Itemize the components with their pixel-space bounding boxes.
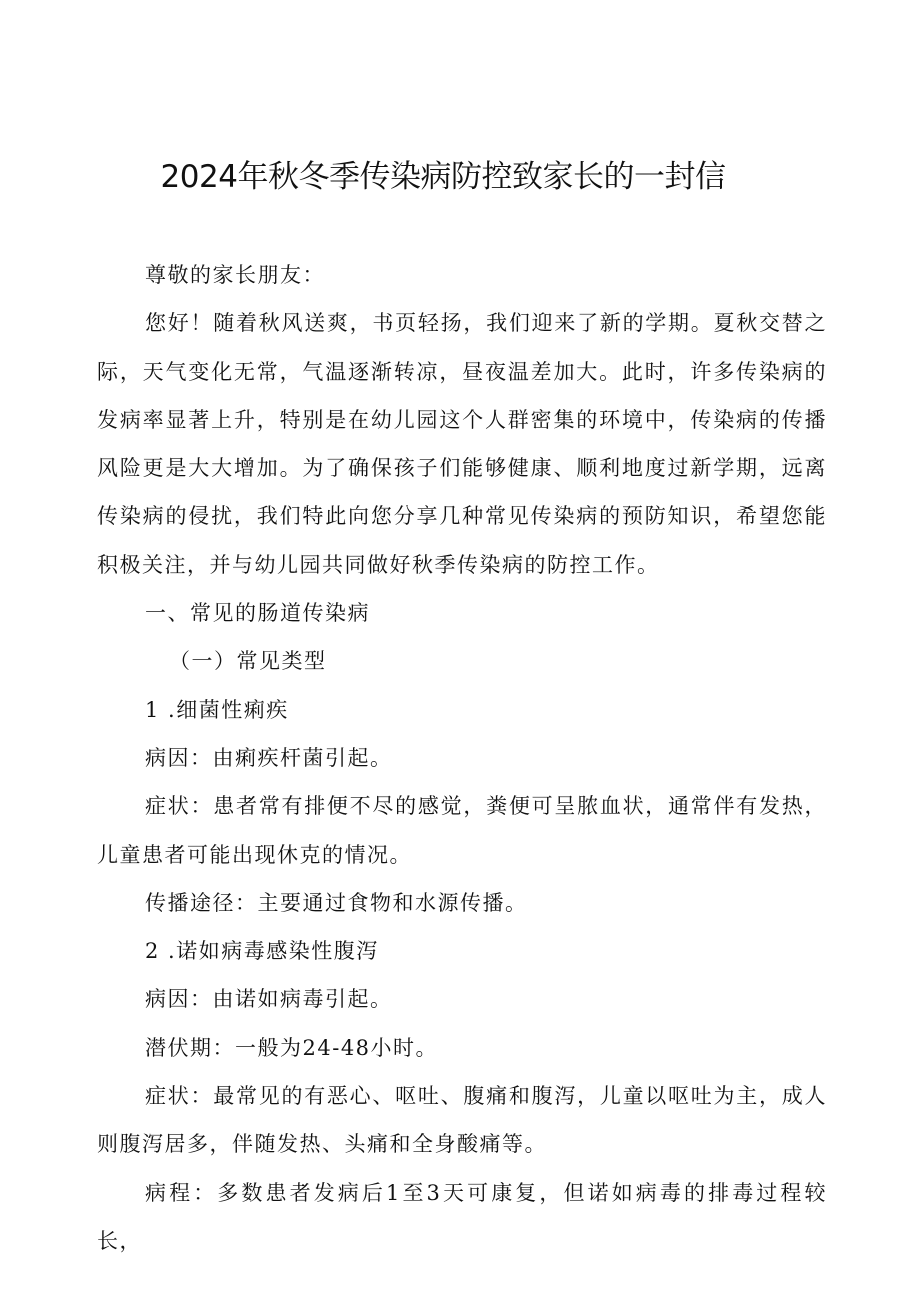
- section-heading-intestinal-diseases: 一、常见的肠道传染病: [145, 601, 370, 626]
- item1-cause: 病因：由痢疾杆菌引起。: [145, 745, 393, 770]
- intro-paragraph: 您好！随着秋风送爽，书页轻扬，我们迎来了新的学期。夏秋交替之际，天气变化无常，气温逐渐转凉，昼夜温差加大。此时，许多传染病的发病率显著上升，特别是在幼儿园这个人群密集的环境中，传染病的传播风险更是大大增加。为了确保孩子们能够健康、顺利地度过新学期，远离传染病的侵扰，我们特此向您分享几种常见传染病的预防知识，希望您能积极关注，并与幼儿园共同做好秋季传染病的防控工作。: [97, 311, 827, 577]
- item2-incubation: 潜伏期：一般为24-48小时。: [145, 1035, 439, 1060]
- item2-cause: 病因：由诺如病毒引起。: [145, 987, 393, 1012]
- letter-body: [97, 251, 827, 1265]
- item1-transmission: 传播途径：主要通过食物和水源传播。: [145, 890, 528, 915]
- document-title: 2024年秋冬季传染病防控致家长的一封信: [160, 159, 726, 195]
- item2-course: 病程：多数患者发病后1至3天可康复，但诺如病毒的排毒过程较长，: [97, 1180, 827, 1253]
- item-heading-bacillary-dysentery: 1 .细菌性痢疾: [145, 697, 289, 722]
- item2-symptoms: 症状：最常见的有恶心、呕吐、腹痛和腹泻，儿童以呕吐为主，成人则腹泻居多，伴随发热、头痛和全身酸痛等。: [97, 1084, 827, 1157]
- item-heading-norovirus: 2 .诺如病毒感染性腹泻: [145, 939, 379, 964]
- salutation: 尊敬的家长朋友：: [145, 263, 325, 287]
- subsection-heading-common-types: （一）常见类型: [169, 649, 327, 674]
- item1-symptoms: 症状：患者常有排便不尽的感觉，粪便可呈脓血状，通常伴有发热，儿童患者可能出现休克的情况。: [97, 794, 827, 867]
